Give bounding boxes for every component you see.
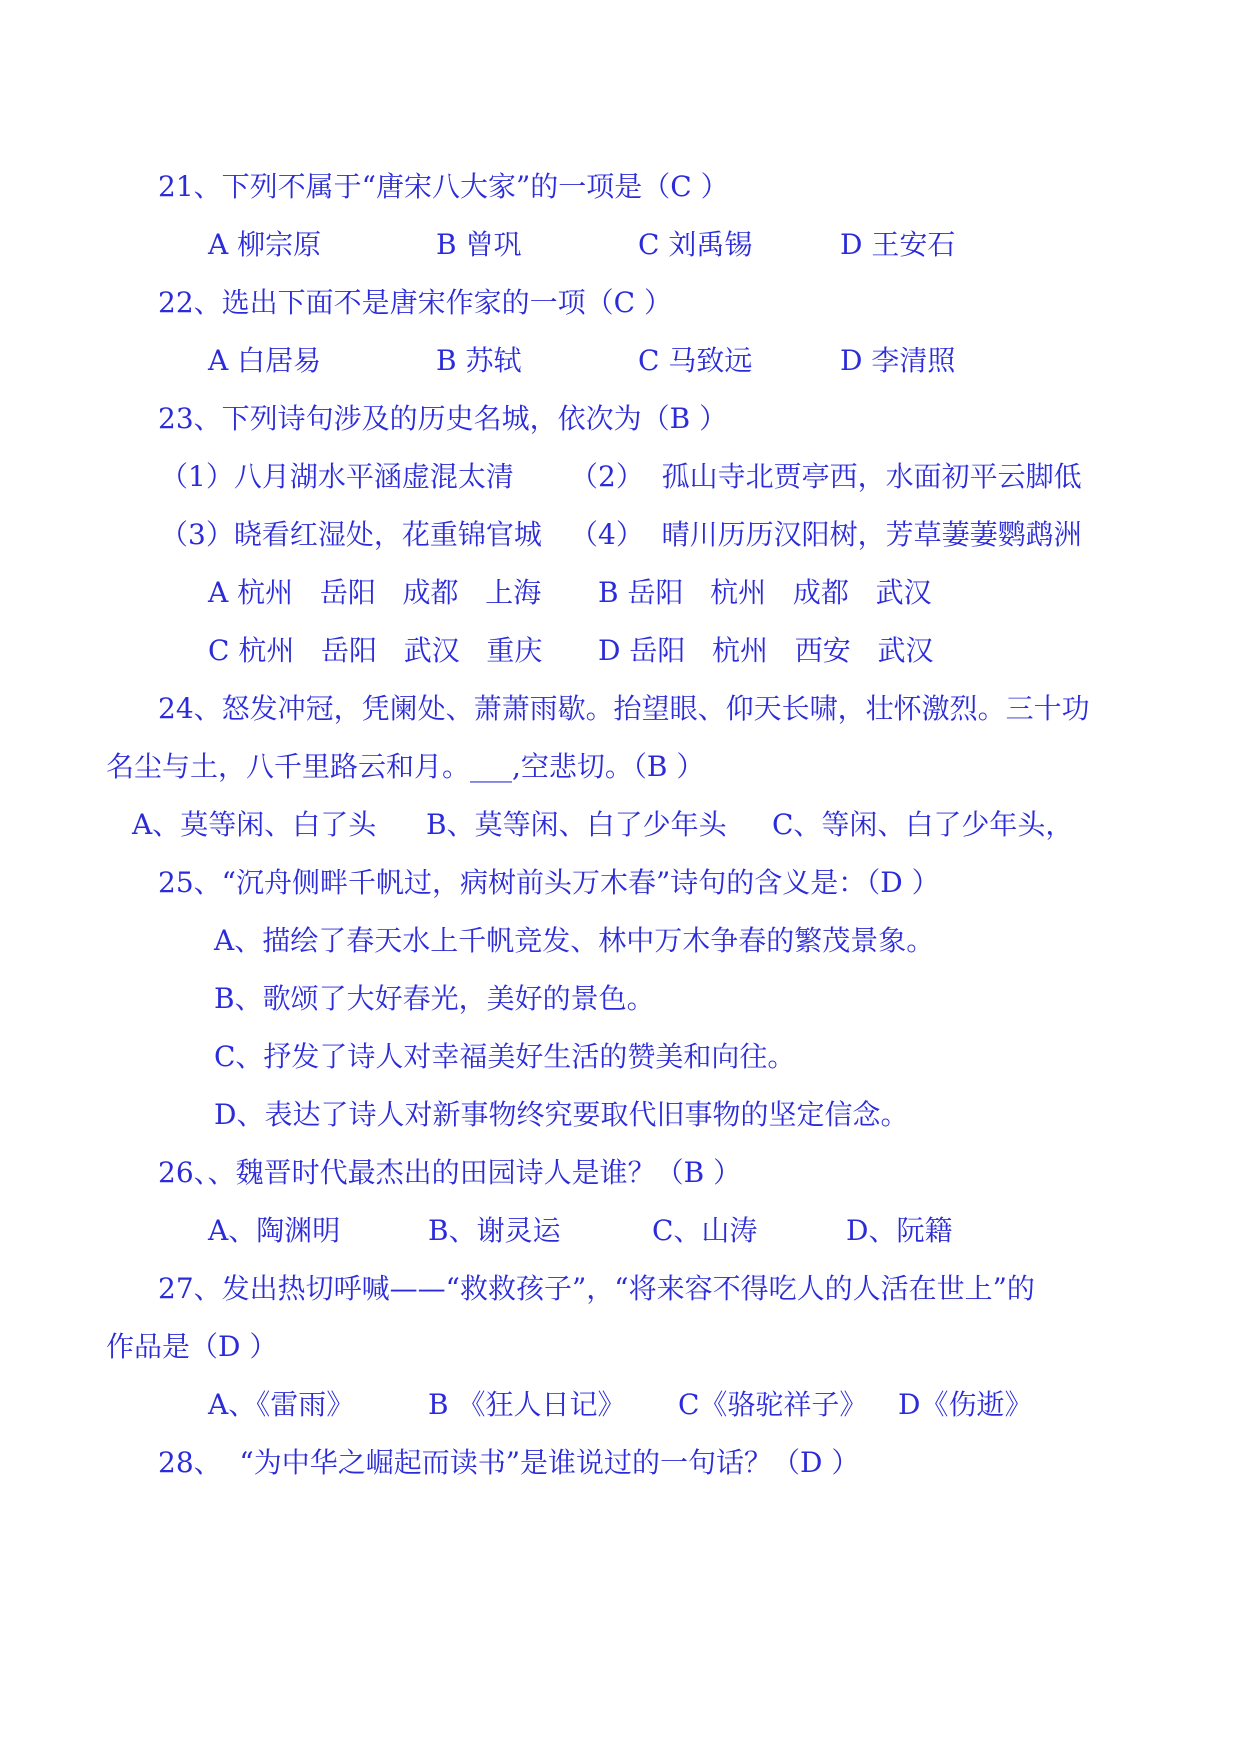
- q26-option-d: D、阮籍: [846, 1214, 953, 1247]
- question-23-stem: 23、下列诗句涉及的历史名城，依次为（B ）: [158, 402, 728, 435]
- q21-option-a: A 柳宗原: [208, 228, 322, 261]
- question-22-stem: 22、选出下面不是唐宋作家的一项（C ）: [158, 286, 672, 319]
- question-24-stem-line2: 名尘与土，八千里路云和月。___,空悲切。（B ）: [106, 750, 705, 783]
- q21-option-d: D 王安石: [840, 228, 956, 261]
- question-26-stem: 26、、魏晋时代最杰出的田园诗人是谁？（B ）: [158, 1156, 742, 1189]
- q24-option-c: C、等闲、白了少年头，: [772, 808, 1074, 841]
- q23-option-d: D 岳阳 杭州 西安 武汉: [598, 634, 934, 667]
- q22-option-b: B 苏轼: [436, 344, 522, 377]
- q23-option-c: C 杭州 岳阳 武汉 重庆: [208, 634, 543, 667]
- q24-option-a: A、莫等闲、白了头: [132, 808, 377, 841]
- q21-option-c: C 刘禹锡: [638, 228, 753, 261]
- question-27-stem-line2: 作品是（D ）: [106, 1330, 278, 1363]
- q23-verse-2: （2） 孤山寺北贾亭西，水面初平云脚低: [570, 460, 1082, 493]
- q25-option-b: B、歌颂了大好春光，美好的景色。: [214, 982, 655, 1015]
- q27-option-c: C《骆驼祥子》: [678, 1388, 868, 1421]
- q27-option-a: A、《雷雨》: [208, 1388, 355, 1421]
- q24-option-b: B、莫等闲、白了少年头: [426, 808, 727, 841]
- q22-option-d: D 李清照: [840, 344, 956, 377]
- q23-verse-1: （1）八月湖水平涵虚混太清: [160, 460, 514, 493]
- q26-option-a: A、陶渊明: [208, 1214, 341, 1247]
- q26-option-b: B、谢灵运: [428, 1214, 561, 1247]
- q26-option-c: C、山涛: [652, 1214, 758, 1247]
- question-27-stem-line1: 27、发出热切呼喊——“救救孩子”，“将来容不得吃人的人活在世上”的: [158, 1272, 1035, 1305]
- q23-verse-3: （3）晓看红湿处，花重锦官城: [160, 518, 542, 551]
- question-25-stem: 25、“沉舟侧畔千帆过，病树前头万木春”诗句的含义是：（D ）: [158, 866, 940, 899]
- q27-option-b: B 《狂人日记》: [428, 1388, 626, 1421]
- q23-verse-4: （4） 晴川历历汉阳树，芳草萋萋鹦鹉洲: [570, 518, 1082, 551]
- question-24-stem-line1: 24、怒发冲冠，凭阑处、萧萧雨歇。抬望眼、仰天长啸，壮怀激烈。三十功: [158, 692, 1090, 725]
- q22-option-c: C 马致远: [638, 344, 753, 377]
- question-28-stem: 28、 “为中华之崛起而读书”是谁说过的一句话？（D ）: [158, 1446, 860, 1479]
- q27-option-d: D《伤逝》: [898, 1388, 1033, 1421]
- q25-option-d: D、表达了诗人对新事物终究要取代旧事物的坚定信念。: [214, 1098, 909, 1131]
- q25-option-a: A、描绘了春天水上千帆竞发、林中万木争春的繁茂景象。: [214, 924, 935, 957]
- q22-option-a: A 白居易: [208, 344, 322, 377]
- q21-option-b: B 曾巩: [436, 228, 522, 261]
- q23-option-a: A 杭州 岳阳 成都 上海: [208, 576, 542, 609]
- q23-option-b: B 岳阳 杭州 成都 武汉: [598, 576, 932, 609]
- q25-option-c: C、抒发了诗人对幸福美好生活的赞美和向往。: [214, 1040, 796, 1073]
- question-21-stem: 21、下列不属于“唐宋八大家”的一项是（C ）: [158, 170, 729, 203]
